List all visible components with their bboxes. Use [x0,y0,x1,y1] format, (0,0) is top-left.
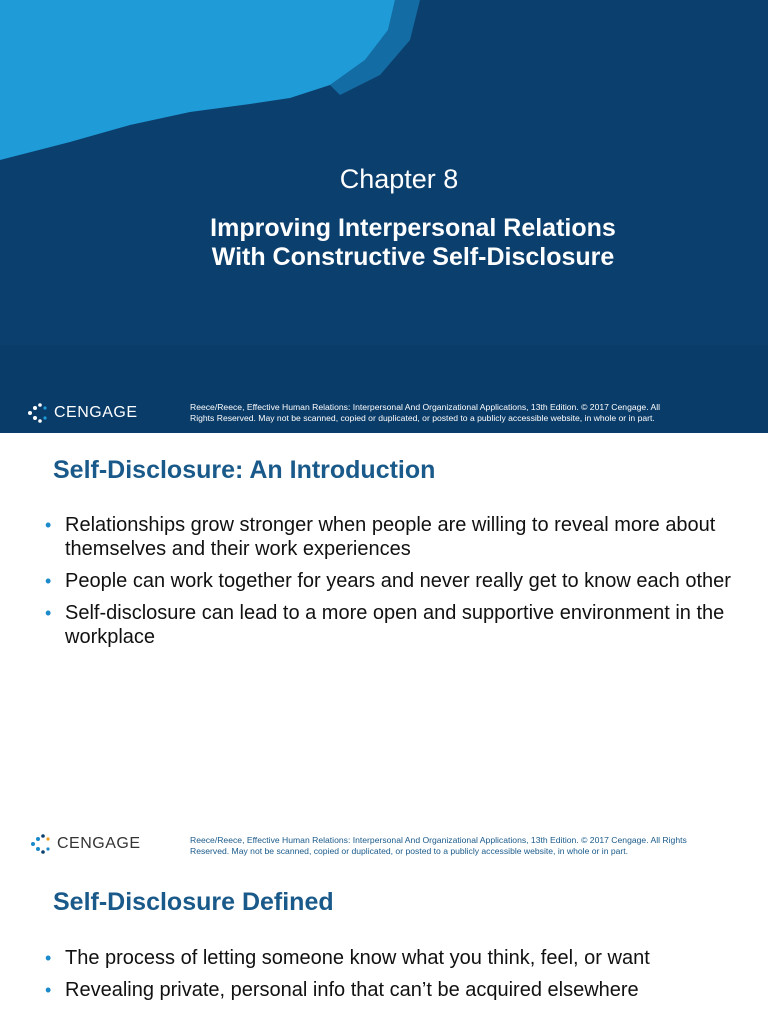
bullet-list [43,513,733,657]
bullet-text: Relationships grow stronger when people are willing to reveal more about themselves and their work experiences [65,514,716,560]
chapter-title [0,214,768,272]
cengage-logo-icon [29,833,51,855]
bullet-text: Self-disclosure can lead to a more open and supportive environment in the workplace [65,602,725,648]
copyright-line-1: Reece/Reece, Effective Human Relations: Interpersonal And Organizational Applications, 13th Edition. © 2017 Cengage. All [190,402,661,412]
bullet-item [43,978,733,1002]
copyright-notice [190,835,750,857]
bullet-list [43,946,733,1010]
cengage-logo [29,833,141,855]
bullet-item [43,569,733,593]
chapter-title-line-1: Improving Interpersonal Relations [210,214,616,242]
bullet-item [43,946,733,970]
cengage-logo [26,402,138,424]
bullet-text: People can work together for years and never really get to know each other [65,570,731,592]
title-slide [0,0,768,433]
cengage-logo-text: CENGAGE [54,404,138,421]
intro-slide [0,433,768,867]
bullet-item [43,513,733,561]
bullet-dot-icon: • [45,948,52,968]
slide-heading: Self-Disclosure: An Introduction [53,456,436,484]
chapter-title-line-2: With Constructive Self-Disclosure [211,243,615,271]
bullet-item [43,601,733,649]
copyright-notice [190,402,730,424]
chapter-number: Chapter 8 [339,164,459,194]
bullet-dot-icon: • [45,571,52,591]
cengage-logo-icon [26,402,48,424]
cengage-logo-text: CENGAGE [57,835,141,852]
defined-slide [0,867,768,1024]
slide-heading: Self-Disclosure Defined [53,888,334,916]
copyright-line-2: Reserved. May not be scanned, copied or duplicated, or posted to a publicly accessible website, in whole or in part. [190,846,629,856]
bullet-dot-icon: • [45,603,52,623]
bullet-dot-icon: • [45,515,52,535]
copyright-line-2: Rights Reserved. May not be scanned, copied or duplicated, or posted to a publicly accessible website, in whole or in part. [190,413,655,423]
copyright-line-1: Reece/Reece, Effective Human Relations: Interpersonal And Organizational Applications, 13th Edition. © 2017 Cengage. All Rights [190,835,687,845]
bullet-dot-icon: • [45,980,52,1000]
bullet-text: Revealing private, personal info that can’t be acquired elsewhere [65,979,639,1001]
bullet-text: The process of letting someone know what you think, feel, or want [65,947,650,969]
